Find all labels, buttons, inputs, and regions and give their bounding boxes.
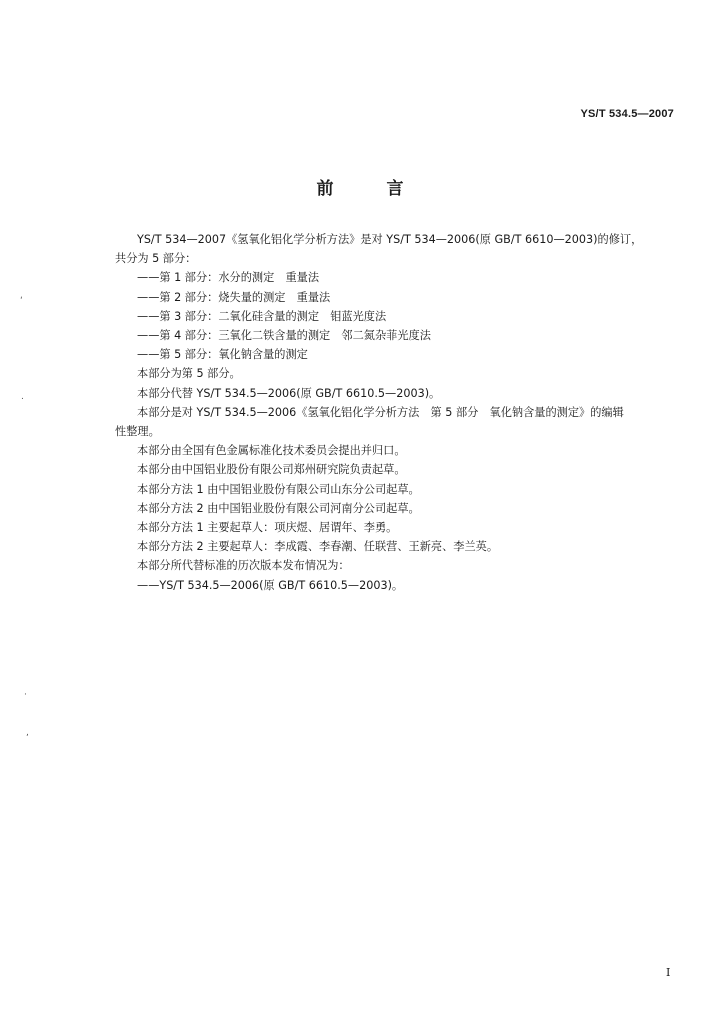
scan-speck: , <box>26 728 29 738</box>
part-list-item: ——YS/T 534.5—2006(原 GB/T 6610.5—2003)。 <box>137 578 404 592</box>
paragraph-line: 本部分方法 2 由中国铝业股份有限公司河南分公司起草。 <box>137 501 420 515</box>
page-title: 前 言 <box>316 179 422 199</box>
part-list-item: ——第 2 部分：烧失量的测定 重量法 <box>137 290 331 304</box>
paragraph-line: 本部分由全国有色金属标准化技术委员会提出并归口。 <box>137 444 406 458</box>
part-list-item: ——第 5 部分：氧化钠含量的测定 <box>137 348 308 362</box>
paragraph-line: 本部分所代替标准的历次版本发布情况为： <box>137 559 350 573</box>
paragraph-line: 本部分是对 YS/T 534.5—2006《氢氧化铝化学分析方法 第 5 部分 氧化钠含量的测定》的编辑 <box>137 405 624 419</box>
paragraph-line: 本部分由中国铝业股份有限公司郑州研究院负责起草。 <box>137 463 406 477</box>
scan-speck: ‘ <box>20 296 23 306</box>
paragraph-line: 性整理。 <box>115 425 160 439</box>
paragraph-line: 本部分方法 1 主要起草人：项庆煜、居谓年、李勇。 <box>137 521 398 535</box>
foreword-body <box>115 230 680 595</box>
part-list-item: ——第 1 部分：水分的测定 重量法 <box>137 271 320 285</box>
paragraph-line: 本部分方法 1 由中国铝业股份有限公司山东分公司起草。 <box>137 482 420 496</box>
paragraph-line: 本部分代替 YS/T 534.5—2006(原 GB/T 6610.5—2003)。 <box>137 386 441 400</box>
paragraph-line: YS/T 534—2007《氢氧化铝化学分析方法》是对 YS/T 534—2006(原 GB/T 6610—2003)的修订， <box>137 233 643 246</box>
paragraph-line: 共分为 5 部分： <box>115 252 197 266</box>
part-list-item: ——第 3 部分：二氧化硅含量的测定 钼蓝光度法 <box>137 309 387 323</box>
page-number: I <box>666 966 671 979</box>
paragraph-line: 本部分为第 5 部分。 <box>137 367 241 381</box>
standard-code: YS/T 534.5—2007 <box>580 108 674 120</box>
scan-speck: . <box>21 392 24 402</box>
part-list-item: ——第 4 部分：三氧化二铁含量的测定 邻二氮杂菲光度法 <box>137 329 431 343</box>
scan-speck: · <box>24 690 27 700</box>
paragraph-line: 本部分方法 2 主要起草人：李成霞、李春潮、任联营、王新亮、李兰英。 <box>137 540 499 554</box>
